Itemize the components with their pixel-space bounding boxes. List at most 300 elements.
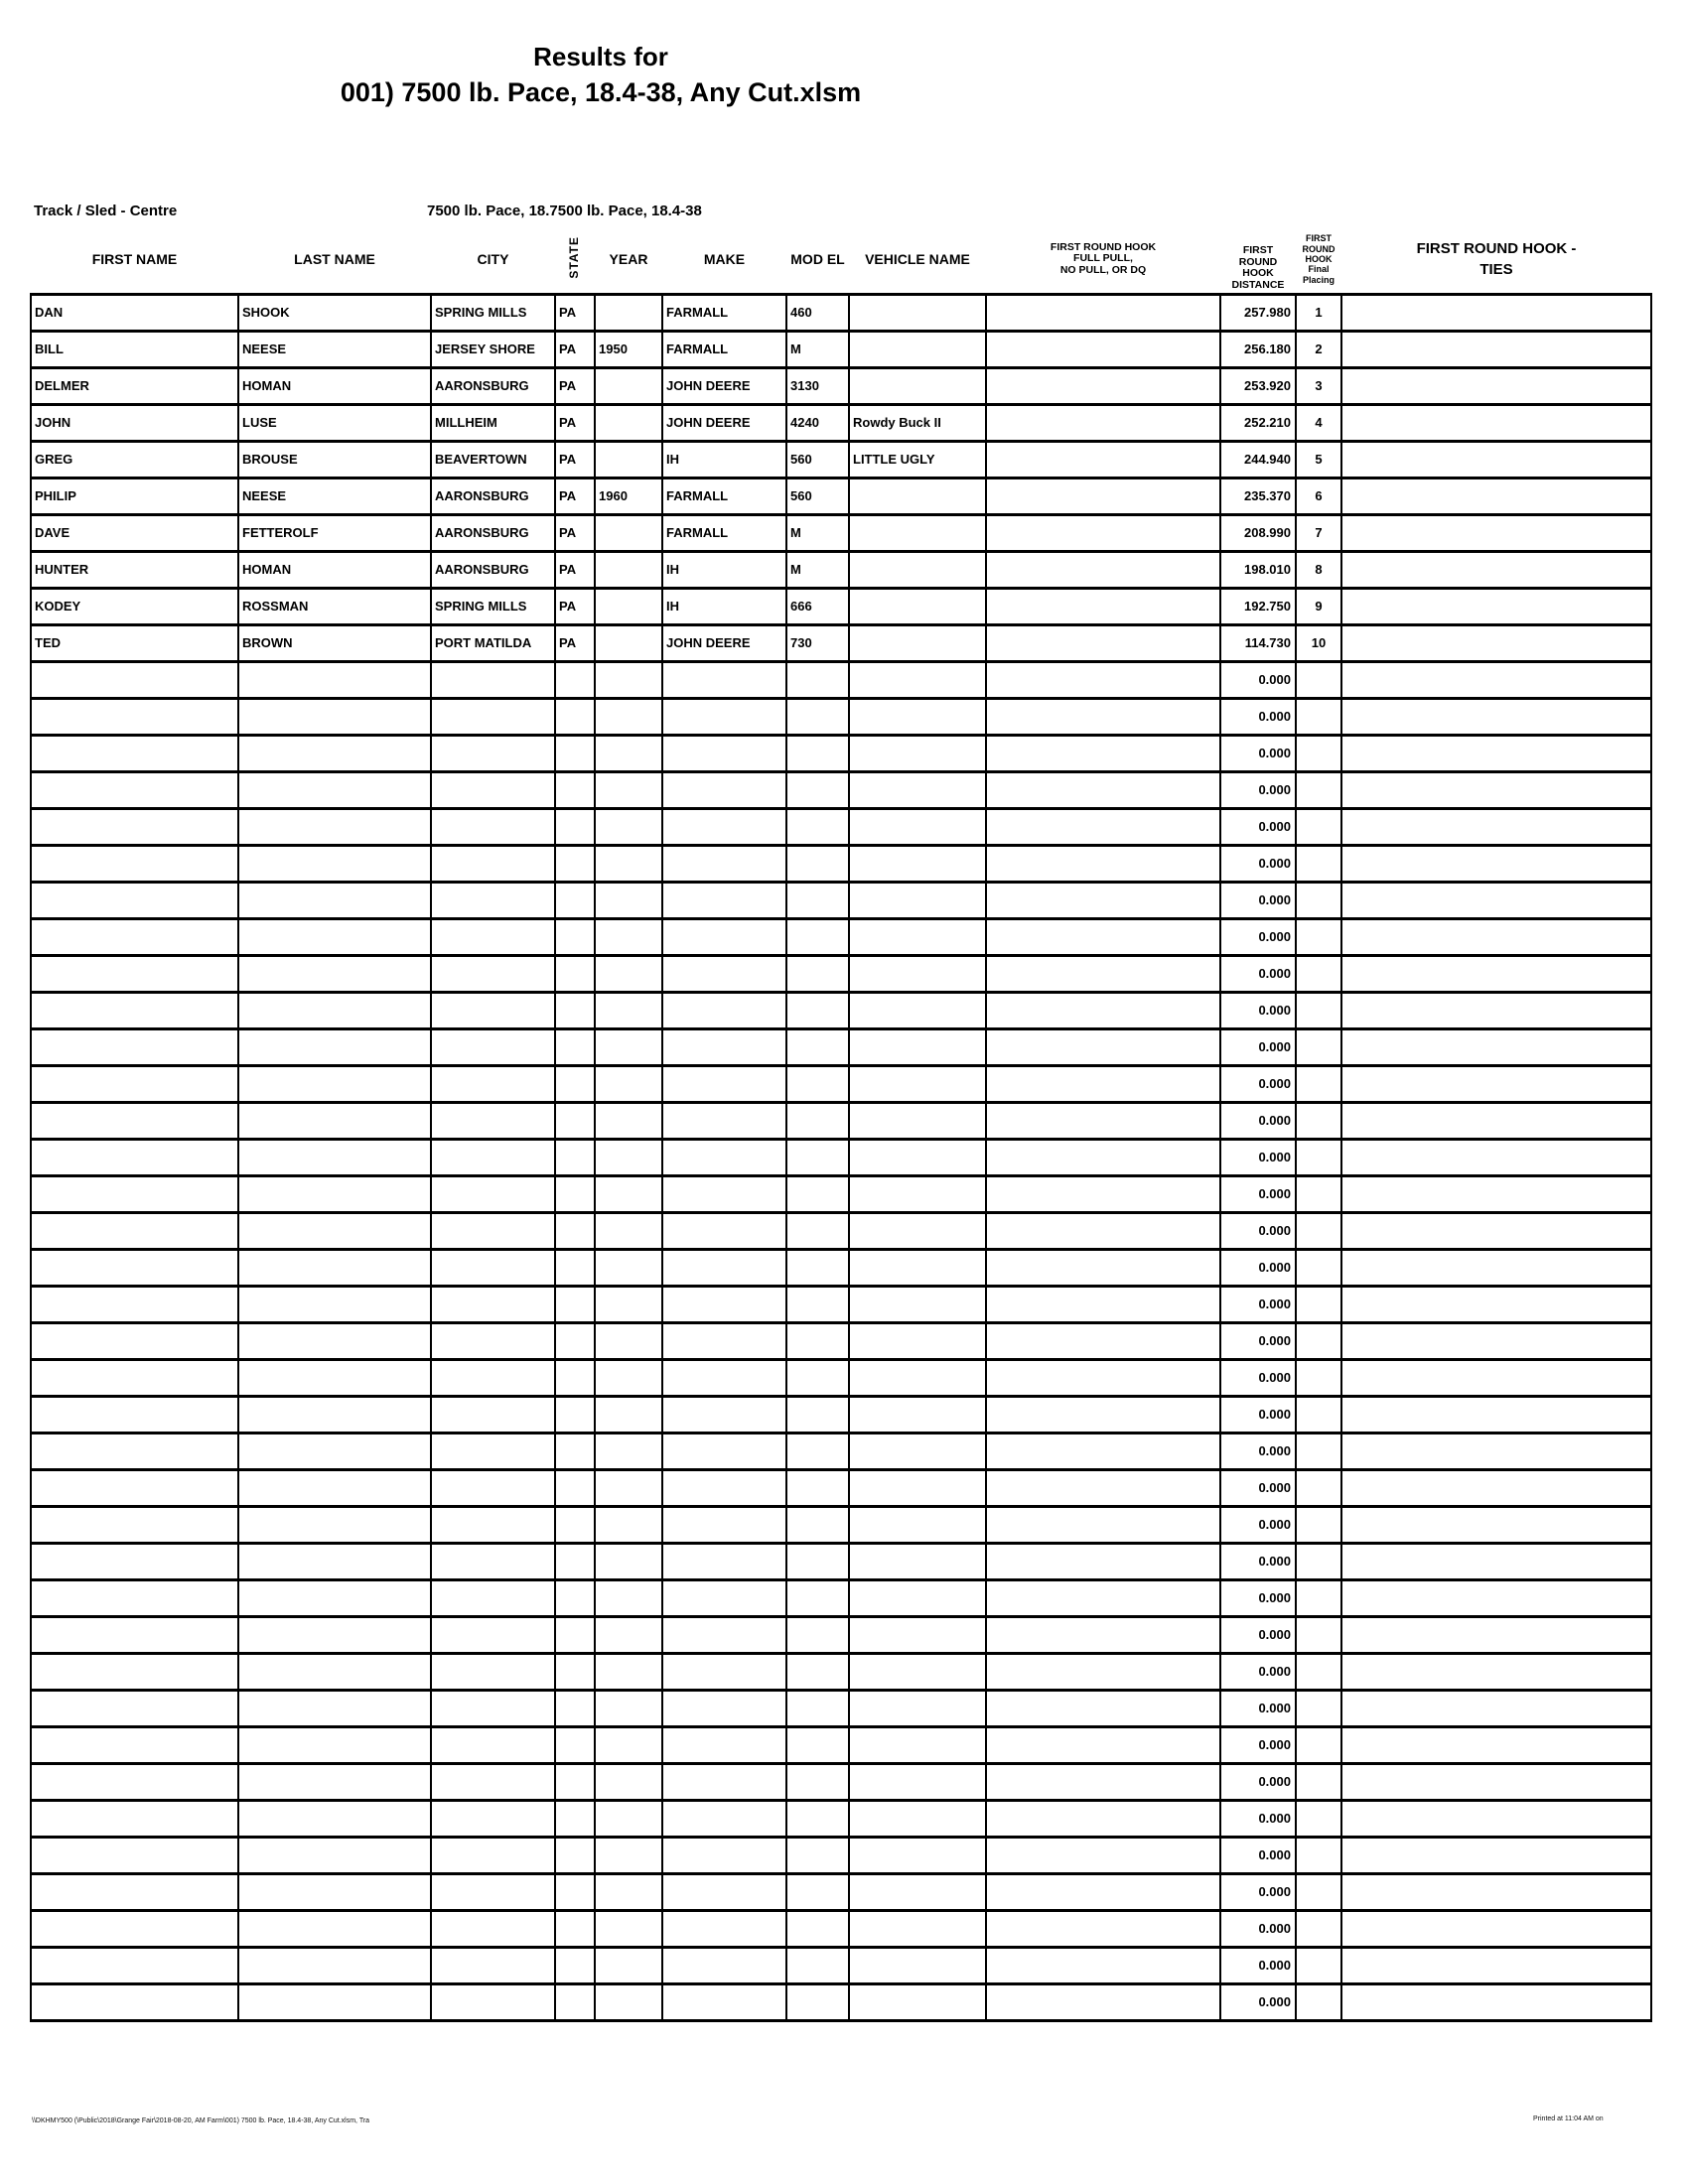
cell-vehicle-name (849, 1102, 986, 1139)
cell-city (431, 1653, 555, 1690)
cell-full-pull (986, 1616, 1220, 1653)
cell-year (595, 588, 662, 624)
cell-state (555, 1065, 595, 1102)
cell-last-name (238, 1800, 431, 1837)
cell-vehicle-name (849, 771, 986, 808)
cell-ties (1341, 1175, 1651, 1212)
cell-first-name (31, 1396, 238, 1433)
cell-distance: 0.000 (1220, 1837, 1296, 1873)
cell-placing: 2 (1296, 331, 1341, 367)
footer-file-path: \\DKHMY500 (\Public\2018\Grange Fair\2018-08-20, AM Farm\001) 7500 lb. Pace, 18.4-38, Any Cut.xlsm, Tra (32, 2117, 370, 2124)
cell-last-name (238, 1102, 431, 1139)
cell-state (555, 1543, 595, 1579)
cell-last-name (238, 1616, 431, 1653)
table-row-empty (31, 992, 1651, 1028)
cell-distance: 0.000 (1220, 882, 1296, 918)
cell-placing: 5 (1296, 441, 1341, 478)
cell-last-name (238, 955, 431, 992)
cell-full-pull (986, 367, 1220, 404)
cell-ties (1341, 1102, 1651, 1139)
col-header-last-name: LAST NAME (238, 226, 431, 294)
cell-state (555, 992, 595, 1028)
cell-make (662, 1175, 786, 1212)
cell-distance: 244.940 (1220, 441, 1296, 478)
cell-last-name (238, 1139, 431, 1175)
cell-ties (1341, 1690, 1651, 1726)
cell-make (662, 808, 786, 845)
cell-state (555, 1873, 595, 1910)
cell-city (431, 918, 555, 955)
cell-first-name (31, 955, 238, 992)
col-header-distance: FIRST ROUND HOOK DISTANCE (1220, 226, 1296, 294)
cell-last-name (238, 1837, 431, 1873)
cell-make (662, 1653, 786, 1690)
cell-make (662, 661, 786, 698)
cell-placing (1296, 1653, 1341, 1690)
cell-model (786, 1579, 849, 1616)
cell-placing (1296, 1910, 1341, 1947)
cell-vehicle-name (849, 1873, 986, 1910)
cell-placing: 9 (1296, 588, 1341, 624)
cell-model (786, 1469, 849, 1506)
cell-make: IH (662, 441, 786, 478)
cell-vehicle-name (849, 1653, 986, 1690)
cell-model: 666 (786, 588, 849, 624)
table-row-empty (31, 1543, 1651, 1579)
cell-ties (1341, 771, 1651, 808)
cell-make (662, 1322, 786, 1359)
cell-placing: 8 (1296, 551, 1341, 588)
cell-vehicle-name (849, 1543, 986, 1579)
cell-full-pull (986, 1800, 1220, 1837)
cell-full-pull (986, 1837, 1220, 1873)
cell-state (555, 661, 595, 698)
cell-year (595, 1616, 662, 1653)
cell-first-name (31, 1249, 238, 1286)
cell-first-name (31, 1139, 238, 1175)
cell-vehicle-name (849, 808, 986, 845)
cell-vehicle-name (849, 1286, 986, 1322)
cell-make (662, 1837, 786, 1873)
cell-make (662, 1763, 786, 1800)
cell-last-name (238, 1763, 431, 1800)
cell-make (662, 698, 786, 735)
cell-full-pull (986, 404, 1220, 441)
cell-first-name (31, 1359, 238, 1396)
table-row-empty (31, 1726, 1651, 1763)
cell-placing (1296, 771, 1341, 808)
cell-placing (1296, 1763, 1341, 1800)
table-row-empty (31, 1102, 1651, 1139)
table-row-empty (31, 1506, 1651, 1543)
col-header-placing: FIRST ROUND HOOK Final Placing (1296, 226, 1341, 294)
cell-state (555, 1837, 595, 1873)
cell-year (595, 1763, 662, 1800)
cell-model (786, 1322, 849, 1359)
cell-last-name (238, 1175, 431, 1212)
cell-distance: 208.990 (1220, 514, 1296, 551)
cell-last-name (238, 1506, 431, 1543)
cell-year (595, 735, 662, 771)
cell-placing (1296, 992, 1341, 1028)
cell-model: M (786, 514, 849, 551)
cell-model (786, 1837, 849, 1873)
cell-last-name (238, 1726, 431, 1763)
cell-year (595, 1396, 662, 1433)
cell-first-name (31, 882, 238, 918)
cell-vehicle-name (849, 1726, 986, 1763)
cell-last-name (238, 1249, 431, 1286)
table-row-empty (31, 1322, 1651, 1359)
cell-full-pull (986, 1359, 1220, 1396)
cell-distance: 0.000 (1220, 1726, 1296, 1763)
cell-model (786, 1175, 849, 1212)
cell-state (555, 1396, 595, 1433)
cell-ties (1341, 1396, 1651, 1433)
cell-placing (1296, 1433, 1341, 1469)
cell-placing (1296, 1983, 1341, 2020)
cell-state (555, 1653, 595, 1690)
cell-last-name (238, 1322, 431, 1359)
cell-make: JOHN DEERE (662, 367, 786, 404)
cell-year (595, 955, 662, 992)
cell-ties (1341, 514, 1651, 551)
cell-full-pull (986, 1910, 1220, 1947)
cell-year (595, 992, 662, 1028)
cell-full-pull (986, 1065, 1220, 1102)
cell-state: PA (555, 478, 595, 514)
cell-city (431, 1800, 555, 1837)
cell-year (595, 918, 662, 955)
cell-placing: 3 (1296, 367, 1341, 404)
cell-state (555, 1249, 595, 1286)
cell-last-name: HOMAN (238, 551, 431, 588)
cell-placing (1296, 808, 1341, 845)
cell-distance: 0.000 (1220, 1983, 1296, 2020)
cell-full-pull (986, 1983, 1220, 2020)
cell-distance: 0.000 (1220, 661, 1296, 698)
cell-make (662, 1249, 786, 1286)
cell-distance: 0.000 (1220, 1286, 1296, 1322)
cell-full-pull (986, 808, 1220, 845)
cell-make: FARMALL (662, 294, 786, 331)
cell-make (662, 1800, 786, 1837)
cell-last-name (238, 1873, 431, 1910)
cell-ties (1341, 955, 1651, 992)
cell-model (786, 735, 849, 771)
cell-placing (1296, 845, 1341, 882)
cell-placing (1296, 1286, 1341, 1322)
cell-state (555, 955, 595, 992)
cell-model (786, 1433, 849, 1469)
cell-first-name (31, 735, 238, 771)
cell-placing (1296, 698, 1341, 735)
table-row-empty (31, 735, 1651, 771)
cell-first-name: HUNTER (31, 551, 238, 588)
cell-ties (1341, 845, 1651, 882)
cell-full-pull (986, 551, 1220, 588)
cell-first-name: DELMER (31, 367, 238, 404)
cell-placing (1296, 1065, 1341, 1102)
cell-full-pull (986, 478, 1220, 514)
cell-distance: 0.000 (1220, 771, 1296, 808)
cell-last-name: SHOOK (238, 294, 431, 331)
cell-ties (1341, 1910, 1651, 1947)
cell-state: PA (555, 551, 595, 588)
cell-vehicle-name (849, 624, 986, 661)
cell-make (662, 1359, 786, 1396)
cell-year (595, 1469, 662, 1506)
cell-make (662, 845, 786, 882)
cell-vehicle-name (849, 1800, 986, 1837)
cell-state (555, 1690, 595, 1726)
cell-placing: 4 (1296, 404, 1341, 441)
cell-state (555, 1579, 595, 1616)
table-row (31, 331, 1651, 367)
cell-ties (1341, 1322, 1651, 1359)
cell-ties (1341, 882, 1651, 918)
cell-state (555, 1910, 595, 1947)
cell-placing (1296, 1249, 1341, 1286)
cell-last-name: BROUSE (238, 441, 431, 478)
cell-ties (1341, 1506, 1651, 1543)
cell-first-name (31, 918, 238, 955)
cell-full-pull (986, 845, 1220, 882)
cell-vehicle-name (849, 1212, 986, 1249)
cell-state (555, 1433, 595, 1469)
cell-ties (1341, 1212, 1651, 1249)
cell-last-name: BROWN (238, 624, 431, 661)
cell-state (555, 1139, 595, 1175)
cell-placing (1296, 1506, 1341, 1543)
col-header-year: YEAR (595, 226, 662, 294)
cell-vehicle-name (849, 1139, 986, 1175)
cell-city (431, 1616, 555, 1653)
cell-vehicle-name (849, 1947, 986, 1983)
cell-year (595, 1286, 662, 1322)
cell-full-pull (986, 955, 1220, 992)
cell-state: PA (555, 514, 595, 551)
cell-model: 560 (786, 441, 849, 478)
cell-state (555, 1469, 595, 1506)
cell-year (595, 1837, 662, 1873)
cell-last-name: FETTEROLF (238, 514, 431, 551)
cell-last-name (238, 1579, 431, 1616)
cell-state: PA (555, 624, 595, 661)
cell-state (555, 1102, 595, 1139)
cell-state (555, 1763, 595, 1800)
cell-vehicle-name (849, 1065, 986, 1102)
cell-vehicle-name: LITTLE UGLY (849, 441, 986, 478)
table-row-empty (31, 1616, 1651, 1653)
table-row (31, 551, 1651, 588)
cell-make: FARMALL (662, 514, 786, 551)
cell-placing (1296, 1396, 1341, 1433)
table-row-empty (31, 1763, 1651, 1800)
cell-last-name: NEESE (238, 478, 431, 514)
results-table (30, 226, 1652, 2022)
cell-first-name (31, 1433, 238, 1469)
cell-make: IH (662, 588, 786, 624)
cell-first-name (31, 1726, 238, 1763)
cell-make (662, 992, 786, 1028)
cell-placing (1296, 1212, 1341, 1249)
cell-year (595, 1690, 662, 1726)
cell-year (595, 661, 662, 698)
cell-city (431, 1322, 555, 1359)
cell-placing (1296, 1028, 1341, 1065)
cell-first-name (31, 1322, 238, 1359)
cell-ties (1341, 1800, 1651, 1837)
cell-placing (1296, 1469, 1341, 1506)
cell-last-name: NEESE (238, 331, 431, 367)
cell-ties (1341, 331, 1651, 367)
cell-first-name (31, 1800, 238, 1837)
cell-placing (1296, 918, 1341, 955)
cell-first-name (31, 1690, 238, 1726)
cell-year (595, 845, 662, 882)
cell-city (431, 1433, 555, 1469)
cell-state (555, 1286, 595, 1322)
cell-last-name (238, 1212, 431, 1249)
cell-ties (1341, 1249, 1651, 1286)
cell-make (662, 1726, 786, 1763)
cell-last-name: LUSE (238, 404, 431, 441)
cell-last-name (238, 1690, 431, 1726)
cell-state (555, 1947, 595, 1983)
cell-distance: 0.000 (1220, 1653, 1296, 1690)
cell-year (595, 404, 662, 441)
cell-first-name (31, 1028, 238, 1065)
cell-full-pull (986, 588, 1220, 624)
cell-distance: 0.000 (1220, 1947, 1296, 1983)
cell-model (786, 1947, 849, 1983)
cell-year (595, 771, 662, 808)
cell-year: 1950 (595, 331, 662, 367)
cell-city: AARONSBURG (431, 367, 555, 404)
cell-city (431, 1726, 555, 1763)
cell-state: PA (555, 367, 595, 404)
cell-full-pull (986, 1506, 1220, 1543)
table-row-empty (31, 1359, 1651, 1396)
cell-ties (1341, 1873, 1651, 1910)
cell-distance: 235.370 (1220, 478, 1296, 514)
cell-make: FARMALL (662, 478, 786, 514)
cell-distance: 0.000 (1220, 1469, 1296, 1506)
cell-ties (1341, 735, 1651, 771)
cell-make (662, 1102, 786, 1139)
cell-make (662, 735, 786, 771)
cell-distance: 0.000 (1220, 735, 1296, 771)
cell-distance: 257.980 (1220, 294, 1296, 331)
cell-distance: 0.000 (1220, 808, 1296, 845)
cell-model (786, 1726, 849, 1763)
cell-year (595, 551, 662, 588)
cell-last-name (238, 661, 431, 698)
cell-placing (1296, 1175, 1341, 1212)
cell-city: PORT MATILDA (431, 624, 555, 661)
cell-model (786, 1983, 849, 2020)
cell-ties (1341, 1286, 1651, 1322)
class-label (427, 203, 832, 219)
cell-make (662, 1396, 786, 1433)
cell-vehicle-name (849, 514, 986, 551)
cell-first-name: BILL (31, 331, 238, 367)
cell-ties (1341, 808, 1651, 845)
cell-year (595, 1175, 662, 1212)
cell-city (431, 992, 555, 1028)
cell-model: M (786, 551, 849, 588)
table-row (31, 441, 1651, 478)
cell-city: MILLHEIM (431, 404, 555, 441)
table-row-empty (31, 698, 1651, 735)
cell-placing (1296, 1139, 1341, 1175)
cell-last-name (238, 1396, 431, 1433)
cell-distance: 0.000 (1220, 992, 1296, 1028)
cell-model (786, 955, 849, 992)
cell-full-pull (986, 1543, 1220, 1579)
col-header-city: CITY (431, 226, 555, 294)
cell-full-pull (986, 1763, 1220, 1800)
table-row-empty (31, 1212, 1651, 1249)
cell-city (431, 771, 555, 808)
cell-first-name (31, 992, 238, 1028)
cell-distance: 192.750 (1220, 588, 1296, 624)
cell-distance: 0.000 (1220, 955, 1296, 992)
cell-placing (1296, 1837, 1341, 1873)
cell-make (662, 1139, 786, 1175)
col-header-ties: FIRST ROUND HOOK - TIES (1341, 226, 1651, 294)
table-row-empty (31, 1065, 1651, 1102)
cell-year (595, 514, 662, 551)
cell-city (431, 1359, 555, 1396)
cell-distance: 0.000 (1220, 1543, 1296, 1579)
cell-city (431, 1065, 555, 1102)
cell-placing (1296, 1690, 1341, 1726)
cell-ties (1341, 1543, 1651, 1579)
cell-first-name (31, 1102, 238, 1139)
cell-ties (1341, 1359, 1651, 1396)
cell-model (786, 698, 849, 735)
cell-ties (1341, 992, 1651, 1028)
cell-distance: 0.000 (1220, 1359, 1296, 1396)
cell-year (595, 1028, 662, 1065)
cell-last-name (238, 735, 431, 771)
cell-last-name (238, 1983, 431, 2020)
cell-vehicle-name (849, 918, 986, 955)
cell-full-pull (986, 992, 1220, 1028)
cell-year (595, 1506, 662, 1543)
cell-ties (1341, 1469, 1651, 1506)
cell-vehicle-name (849, 1506, 986, 1543)
cell-distance: 0.000 (1220, 1763, 1296, 1800)
table-row-empty (31, 1983, 1651, 2020)
cell-state (555, 1175, 595, 1212)
cell-make: JOHN DEERE (662, 624, 786, 661)
cell-distance: 0.000 (1220, 1506, 1296, 1543)
cell-distance: 0.000 (1220, 1910, 1296, 1947)
cell-city: AARONSBURG (431, 514, 555, 551)
cell-city: JERSEY SHORE (431, 331, 555, 367)
cell-full-pull (986, 441, 1220, 478)
cell-placing (1296, 735, 1341, 771)
cell-last-name (238, 1653, 431, 1690)
cell-full-pull (986, 661, 1220, 698)
cell-model (786, 1396, 849, 1433)
cell-model: 4240 (786, 404, 849, 441)
cell-make (662, 1286, 786, 1322)
cell-vehicle-name (849, 1249, 986, 1286)
